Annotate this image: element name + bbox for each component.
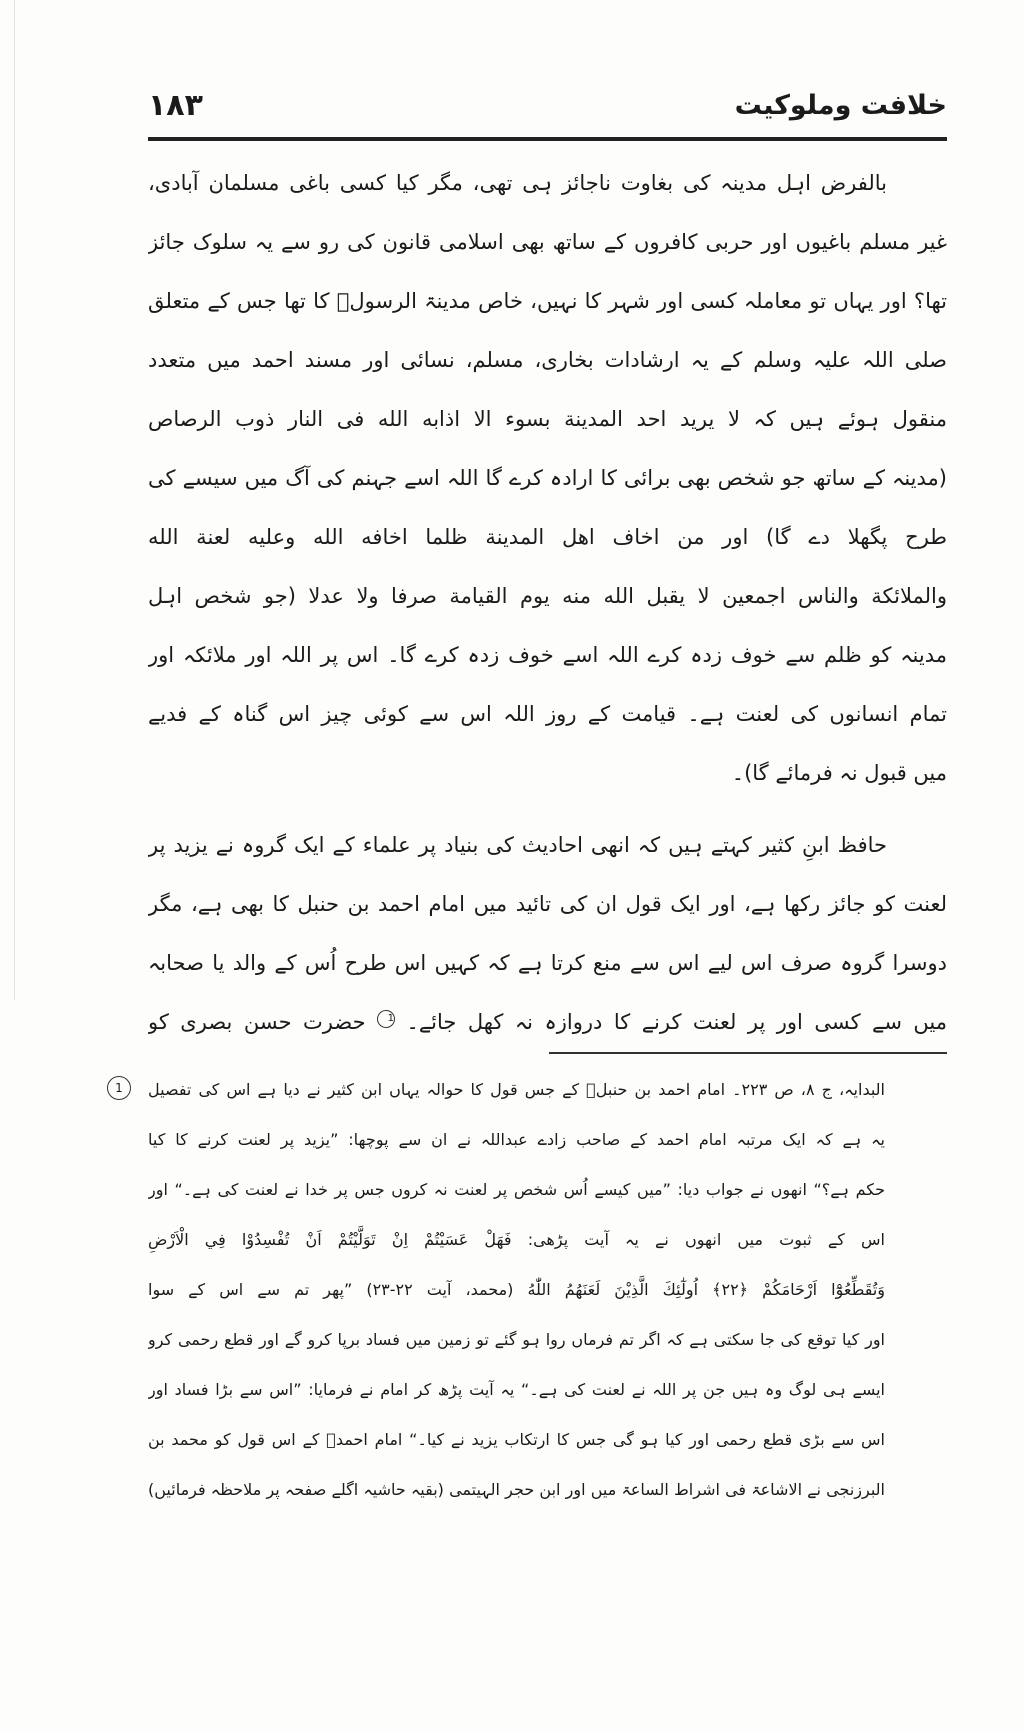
text-line: صلی اللہ علیہ وسلم کے یہ ارشادات بخاری، مسلم، نسائی اور مسند احمد میں متعدد xyxy=(148,348,947,372)
footnote-line: اس کے ثبوت میں انھوں نے یہ آیت پڑھی: فَهَلْ عَسَيْتُمْ اِنْ تَوَلَّيْتُمْ اَنْ تُفْسِدُوْا فِي الْاَرْضِ xyxy=(148,1230,885,1249)
text-line: دوسرا گروہ صرف اس لیے اس سے منع کرتا ہے کہ کہیں اس طرح اُس کے والد یا صحابہ xyxy=(148,951,947,975)
text-line: تھا؟ اور یہاں تو معاملہ کسی اور شہر کا نہیں، خاص مدینۃ الرسولؐ کا تھا جس کے متعلق xyxy=(148,289,947,313)
text-line: طرح پگھلا دے گا) اور من اخاف اهل المدینة ظلما اخافه الله وعلیه لعنة الله xyxy=(148,525,947,549)
footnote-line: البدایہ، ج ۸، ص ۲۲۳۔ امام احمد بن حنبلؒ کے جس قول کا حوالہ یہاں ابن کثیر نے دیا ہے اس کی تفصیل xyxy=(148,1080,885,1099)
text-line: غیر مسلم باغیوں اور حربی کافروں کے ساتھ بھی اسلامی قانون کی رو سے یہ سلوک جائز xyxy=(148,230,947,254)
text-segment: حضرت حسن بصری کو xyxy=(148,1010,366,1034)
text-line: والملائکة والناس اجمعین لا یقبل الله منه یوم القیامة صرفا ولا عدلا (جو شخص اہل xyxy=(148,584,947,608)
text-segment: میں سے کسی اور پر لعنت کرنے کا دروازہ نہ کھل جائے۔ xyxy=(406,1010,947,1034)
page-number: ۱۸۳ xyxy=(148,88,203,123)
text-line: بالفرض اہل مدینہ کی بغاوت ناجائز ہی تھی، مگر کیا کسی باغی مسلمان آبادی، xyxy=(148,171,887,195)
footnote-line: وَتُقَطِّعُوْٓا اَرْحَامَكُمْ ﴿٢٢﴾ اُولٰٓئِكَ الَّذِيْنَ لَعَنَهُمُ اللّٰهُ (محمد، آیت ۲۲-۲۳) ”پھر تم سے اس کے سوا xyxy=(148,1280,885,1299)
footnote-line: یہ ہے کہ ایک مرتبہ امام احمد کے صاحب زادے عبداللہ نے ان سے پوچھا: ”یزید پر لعنت کرنے کا کیا xyxy=(148,1130,885,1149)
footnote-rule xyxy=(549,1052,947,1054)
text-line: حافظ ابنِ کثیر کہتے ہیں کہ انھی احادیث کی بنیاد پر علماء کے ایک گروہ نے یزید پر xyxy=(148,833,887,857)
book-title: خلافت وملوکیت xyxy=(734,90,947,121)
footnote-line: اور کیا توقع کی جا سکتی ہے کہ اگر تم فرماں روا ہو گئے تو زمین میں فساد برپا کرو گے اور قطع رحمی کرو xyxy=(148,1330,885,1349)
footnote-marker: 1 xyxy=(107,1076,131,1100)
text-line: میں قبول نہ فرمائے گا)۔ xyxy=(731,761,947,785)
body-text xyxy=(148,154,947,1052)
text-line: مدینہ کو ظلم سے خوف زدہ کرے اللہ اسے خوف زدہ کرے گا۔ اس پر اللہ اور ملائکہ اور xyxy=(148,643,947,667)
footnote-line: حکم ہے؟“ انھوں نے جواب دیا: ”میں کیسے اُس شخص پر لعنت نہ کروں جس پر خدا نے لعنت کی ہے۔“ اور xyxy=(148,1180,885,1199)
text-line: منقول ہوئے ہیں کہ لا یرید احد المدینة بسوء الا اذابه الله فی النار ذوب الرصاص xyxy=(148,407,947,431)
text-line: تمام انسانوں کی لعنت ہے۔ قیامت کے روز اللہ اس سے کوئی چیز اس گناہ کے فدیے xyxy=(148,702,947,726)
footnote-line: ایسے ہی لوگ وہ ہیں جن پر اللہ نے لعنت کی ہے۔“ یہ آیت پڑھ کر امام نے فرمایا: ”اس سے بڑا فساد اور xyxy=(148,1380,885,1399)
text-line: لعنت کو جائز رکھا ہے، اور ایک قول ان کی تائید میں امام احمد بن حنبل کا بھی ہے، مگر xyxy=(148,892,947,916)
page-edge xyxy=(14,0,15,1000)
header-rule xyxy=(148,137,947,141)
footnote-line: اس سے بڑی قطع رحمی اور کیا ہو گی جس کا ارتکاب یزید نے کیا۔“ امام احمدؒ کے اس قول کو محمد بن xyxy=(148,1430,885,1449)
text-line-with-footnote-ref xyxy=(148,993,947,1052)
footnote-line: البرزنجی نے الاشاعۃ فی اشراط الساعۃ میں اور ابن حجر الہیتمی (بقیہ حاشیہ اگلے صفحہ پر ملاحظہ فرمائیں) xyxy=(148,1480,885,1499)
footnotes xyxy=(148,1065,885,1515)
text-line: (مدینہ کے ساتھ جو شخص بھی برائی کا ارادہ کرے گا اللہ اسے جہنم کی آگ میں سیسے کی xyxy=(148,466,947,490)
running-header xyxy=(148,88,947,132)
footnote-reference[interactable]: 1 xyxy=(377,1010,395,1028)
